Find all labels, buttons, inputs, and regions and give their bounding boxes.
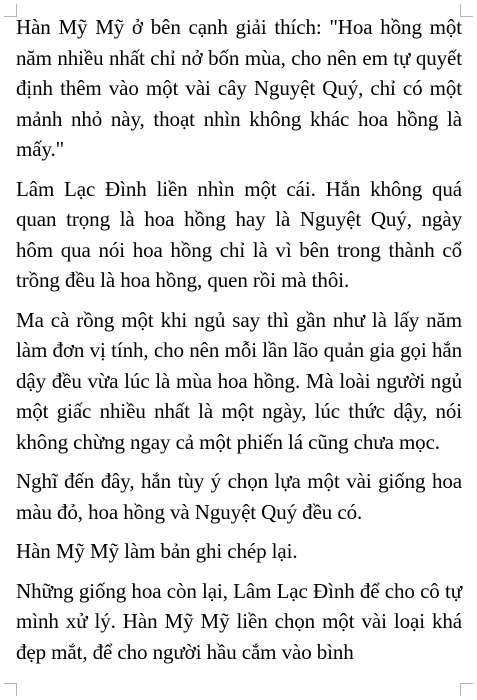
document-body (16, 12, 462, 676)
paragraph: Hàn Mỹ Mỹ ở bên cạnh giải thích: "Hoa hồng một năm nhiều nhất chỉ nở bốn mùa, cho nên em tự quyết định thêm vào một vài cây Nguyệt Quý, chỉ có một mảnh nhỏ này, thoạt nhìn không khác hoa hồng là mấy." (16, 15, 462, 161)
paragraph: Ma cà rồng một khi ngủ say thì gần như là lấy năm làm đơn vị tính, cho nên mỗi lần lão quản gia gọi hắn dậy đều vừa lúc là mùa hoa hồng. Mà loài người ngủ một giấc nhiều nhất là một ngày, lúc thức dậy, nói không chừng ngay cả một phiến lá cũng chưa mọc. (16, 307, 462, 454)
corner-crop-mark (4, 683, 17, 696)
paragraph: Nghĩ đến đây, hắn tùy ý chọn lựa một vài giống hoa màu đỏ, hoa hồng và Nguyệt Quý đều có. (16, 469, 462, 524)
corner-crop-mark (460, 683, 473, 696)
paragraph: Lâm Lạc Đình liền nhìn một cái. Hắn không quá quan trọng là hoa hồng hay là Nguyệt Quý, ngày hôm qua nói hoa hồng chỉ là vì bên trong thành cổ trồng đều là hoa hồng, quen rồi mà thôi. (16, 176, 462, 292)
paragraph: Hàn Mỹ Mỹ làm bản ghi chép lại. (16, 539, 298, 563)
paragraph: Những giống hoa còn lại, Lâm Lạc Đình để cho cô tự mình xử lý. Hàn Mỹ Mỹ liền chọn một vài loại khá đẹp mắt, để cho người hầu cắm vào bình (16, 578, 462, 664)
